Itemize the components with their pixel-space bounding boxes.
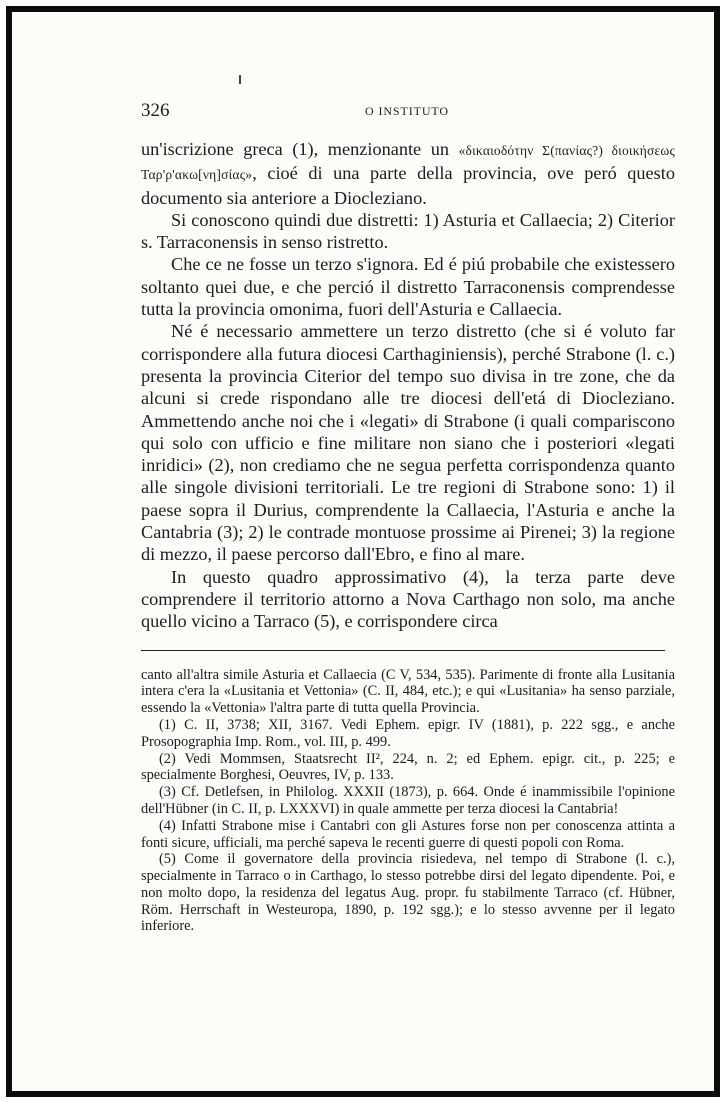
- main-text: [141, 138, 675, 935]
- paragraph-1-text: un'iscrizione greca (1), menzionante un: [141, 139, 459, 159]
- paragraph-5: In questo quadro approssimativo (4), la terza parte deve comprendere il territorio attorno a Nova Carthago non solo, ma anche quello vicino a Tarraco (5), e corrispondere circa: [141, 566, 675, 632]
- footnote-4: (4) Infatti Strabone mise i Cantabri con gli Astures forse non per conoscenza attinta a fonti sicure, ufficiali, ma perché sapeva le recenti guerre di questi popoli con Roma.: [141, 817, 675, 851]
- page-frame: [6, 6, 720, 1097]
- paragraph-4: Né é necessario ammettere un terzo distretto (che si é voluto far corrispondere alla futura diocesi Carthaginiensis), perché Strabone (l. c.) presenta la provincia Citerior del tempo suo divisa in tre zone, che da alcuni si crede rispondano alle tre diocesi dell'etá di Diocleziano. Ammettendo anche noi che i «legati» di Strabone (i quali compariscono qui solo con ufficio e fine militare non siano che i posteriori «legati inridici» (2), non crediamo che ne segua perfetta corrispondenza quanto alle singole divisioni territoriali. Le tre regioni di Strabone sono: 1) il paese sopra il Durius, comprendente la Callaecia, l'Asturia e anche la Cantabria (3); 2) le contrade montuose prossime ai Pirenei; 3) la regione di mezzo, il paese percorso dall'Ebro, e fino al mare.: [141, 321, 675, 565]
- page-number: 326: [141, 100, 170, 121]
- ink-mark: [239, 75, 241, 84]
- footnote-1: (1) C. II, 3738; XII, 3167. Vedi Ephem. epigr. IV (1881), p. 222 sgg., e anche Prosopographia Imp. Rom., vol. III, p. 499.: [141, 716, 675, 750]
- paragraph-3: Che ce ne fosse un terzo s'ignora. Ed é piú probabile che existessero soltanto quei due, e che perció il distretto Tarraconensis comprendesse tutta la provincia omonima, fuori dell'Asturia e Callaecia.: [141, 254, 675, 320]
- footnote-continuation: canto all'altra simile Asturia et Callaecia (C V, 534, 535). Parimente di fronte alla Lusitania intera c'era la «Lusitania et Vettonia» (C. II, 484, etc.); e qui «Lusitania» ha senso parziale, essendo la «Vettonia» l'altra parte di tutta quella Provincia.: [141, 666, 675, 717]
- footnote-5: (5) Come il governatore della provincia risiedeva, nel tempo di Strabone (l. c.), specialmente in Tarraco o in Carthago, lo stesso potrebbe dirsi del legato dipendente. Poi, e non molto dopo, la residenza del legatus Aug. propr. fu stabilmente Tarraco (cf. Hübner, Röm. Herrschaft in Westeuropa, 1890, p. 192 sgg.); e lo stesso avvenne per il legato inferiore.: [141, 851, 675, 935]
- paragraph-1-rest: , cioé di una parte della provincia, ove peró questo documento sia anteriore a Diocleziano.: [141, 163, 675, 208]
- footnote-3: (3) Cf. Detlefsen, in Philolog. XXXII (1873), p. 664. Onde é inammissibile l'opinione dell'Hübner (in C. II, p. LXXXVI) in quale ammette per terza diocesi la Cantabria!: [141, 784, 675, 817]
- paragraph-2: Si conoscono quindi due distretti: 1) Asturia et Callaecia; 2) Citerior s. Tarraconensis in senso ristretto.: [141, 209, 675, 253]
- footnote-separator: [141, 650, 665, 651]
- page-header: [141, 100, 675, 120]
- paragraph-1: [141, 138, 675, 209]
- footnotes: [141, 667, 675, 936]
- greek-quote: «δικαιοδότην Σ(πανίας?) διοικήσεως Ταρ'ρ'ακω[νη]σίας»: [141, 143, 676, 183]
- running-title: O INSTITUTO: [365, 104, 450, 118]
- footnote-2: (2) Vedi Mommsen, Staatsrecht II², 224, n. 2; ed Ephem. epigr. cit., p. 225; e specialmente Borghesi, Oeuvres, IV, p. 133.: [141, 750, 675, 784]
